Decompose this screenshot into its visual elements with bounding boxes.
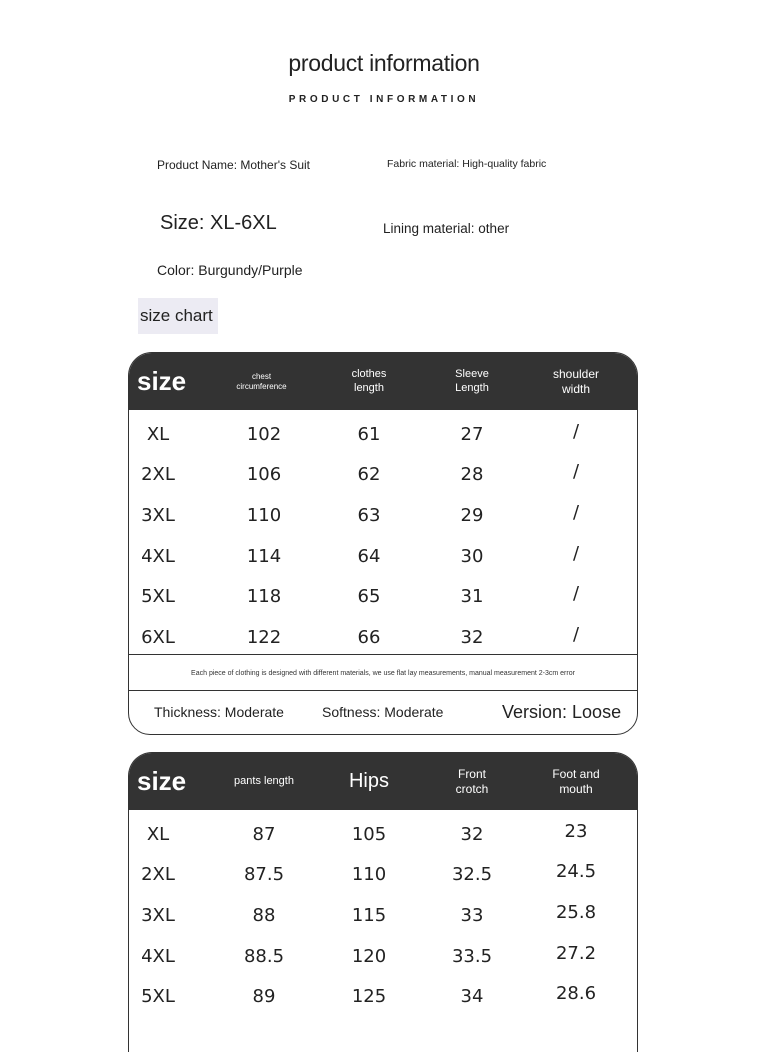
measurement-cell: 34 xyxy=(460,986,484,1008)
page-title: product information xyxy=(288,50,480,76)
header-size: size xyxy=(137,366,187,397)
table-header xyxy=(129,753,637,810)
product-name: Product Name: Mother's Suit xyxy=(157,158,311,172)
header-clothes-length: clothes length xyxy=(351,367,387,394)
measurement-cell: 32 xyxy=(460,823,484,845)
size-cell: 5XL xyxy=(141,986,175,1008)
measurement-cell: 27.2 xyxy=(555,942,597,964)
measurement-cell: 28.6 xyxy=(555,983,597,1005)
table-row xyxy=(129,855,637,895)
measurement-cell: 118 xyxy=(246,586,282,608)
size-cell: 4XL xyxy=(141,945,175,967)
fabric-material: Fabric material: High-quality fabric xyxy=(387,158,547,170)
size-cell: 5XL xyxy=(141,586,175,608)
page-subtitle: PRODUCT INFORMATION xyxy=(288,94,480,105)
measurement-cell: 110 xyxy=(246,504,282,526)
measurement-cell: 29 xyxy=(460,504,484,526)
table-row xyxy=(129,577,637,617)
table-row xyxy=(129,814,637,854)
product-color: Color: Burgundy/Purple xyxy=(157,262,303,278)
measurement-cell: / xyxy=(572,420,580,442)
measurement-cell: 87 xyxy=(252,823,276,845)
measurement-cell: 61 xyxy=(357,423,381,445)
softness: Softness: Moderate xyxy=(322,704,444,720)
measurement-cell: / xyxy=(572,461,580,483)
measurement-cell: 27 xyxy=(460,423,484,445)
measurement-cell: 88.5 xyxy=(243,945,285,967)
measurement-cell: / xyxy=(572,501,580,523)
measurement-cell: / xyxy=(572,583,580,605)
table-header xyxy=(129,353,637,410)
header-hips: Hips xyxy=(348,770,389,792)
header-size: size xyxy=(137,766,187,797)
table-row xyxy=(129,495,637,535)
measurement-cell: 33.5 xyxy=(451,945,493,967)
header-shoulder-width: shoulder width xyxy=(552,366,600,396)
measurement-cell: 25.8 xyxy=(555,901,597,923)
lining-material: Lining material: other xyxy=(383,221,510,236)
measurement-cell: 110 xyxy=(351,864,387,886)
measurement-cell: 63 xyxy=(357,504,381,526)
bottom-size-table xyxy=(128,752,638,1052)
measurement-cell: 23 xyxy=(564,820,588,842)
header-chest: chest circumference xyxy=(236,371,287,391)
measurement-cell: 89 xyxy=(252,986,276,1008)
size-cell: XL xyxy=(146,823,170,845)
measurement-cell: / xyxy=(572,542,580,564)
size-cell: 3XL xyxy=(141,504,175,526)
table-row xyxy=(129,977,637,1017)
thickness: Thickness: Moderate xyxy=(154,704,284,720)
measurement-note: Each piece of clothing is designed with different materials, we use flat lay measurements, manual measurement 2-3cm error xyxy=(191,669,575,677)
measurement-cell: 64 xyxy=(357,545,381,567)
measurement-cell: 28 xyxy=(460,464,484,486)
measurement-cell: 106 xyxy=(246,464,282,486)
header-pants-length: pants length xyxy=(234,774,294,787)
measurement-cell: 32.5 xyxy=(451,864,493,886)
measurement-cell: 88 xyxy=(252,904,276,926)
size-chart-label: size chart xyxy=(138,298,218,334)
measurement-cell: 32 xyxy=(460,627,484,648)
table-row xyxy=(129,895,637,935)
measurement-cell: 120 xyxy=(351,945,387,967)
size-cell: 6XL xyxy=(141,627,175,648)
version: Version: Loose xyxy=(502,701,622,722)
header-foot-mouth: Foot and mouth xyxy=(552,766,600,796)
size-cell: 2XL xyxy=(141,464,175,486)
measurement-cell: 125 xyxy=(351,986,387,1008)
measurement-cell: 114 xyxy=(246,545,282,567)
table-row xyxy=(129,536,637,576)
table-row xyxy=(129,455,637,495)
table-row xyxy=(129,414,637,454)
measurement-cell: 105 xyxy=(351,823,387,845)
size-cell: 2XL xyxy=(141,864,175,886)
measurement-cell: 115 xyxy=(351,904,387,926)
measurement-cell: 24.5 xyxy=(555,861,597,883)
measurement-cell: 65 xyxy=(357,586,381,608)
measurement-cell: 87.5 xyxy=(243,864,285,886)
measurement-cell: 66 xyxy=(357,627,381,648)
measurement-cell: 122 xyxy=(246,627,282,648)
top-size-table xyxy=(128,352,638,735)
measurement-cell: 62 xyxy=(357,464,381,486)
measurement-cell: 30 xyxy=(460,545,484,567)
size-cell: 4XL xyxy=(141,545,175,567)
table-row xyxy=(129,618,637,658)
size-range: Size: XL-6XL xyxy=(160,212,277,234)
divider xyxy=(129,654,637,655)
measurement-cell: 102 xyxy=(246,423,282,445)
table-row xyxy=(129,936,637,976)
size-cell: 3XL xyxy=(141,904,175,926)
measurement-cell: 31 xyxy=(460,586,484,608)
measurement-cell: / xyxy=(572,624,580,645)
measurement-cell: 33 xyxy=(460,904,484,926)
header-front-crotch: Front crotch xyxy=(455,766,489,796)
size-cell: XL xyxy=(146,423,170,445)
divider xyxy=(129,690,637,691)
header-sleeve-length: Sleeve Length xyxy=(455,367,489,394)
